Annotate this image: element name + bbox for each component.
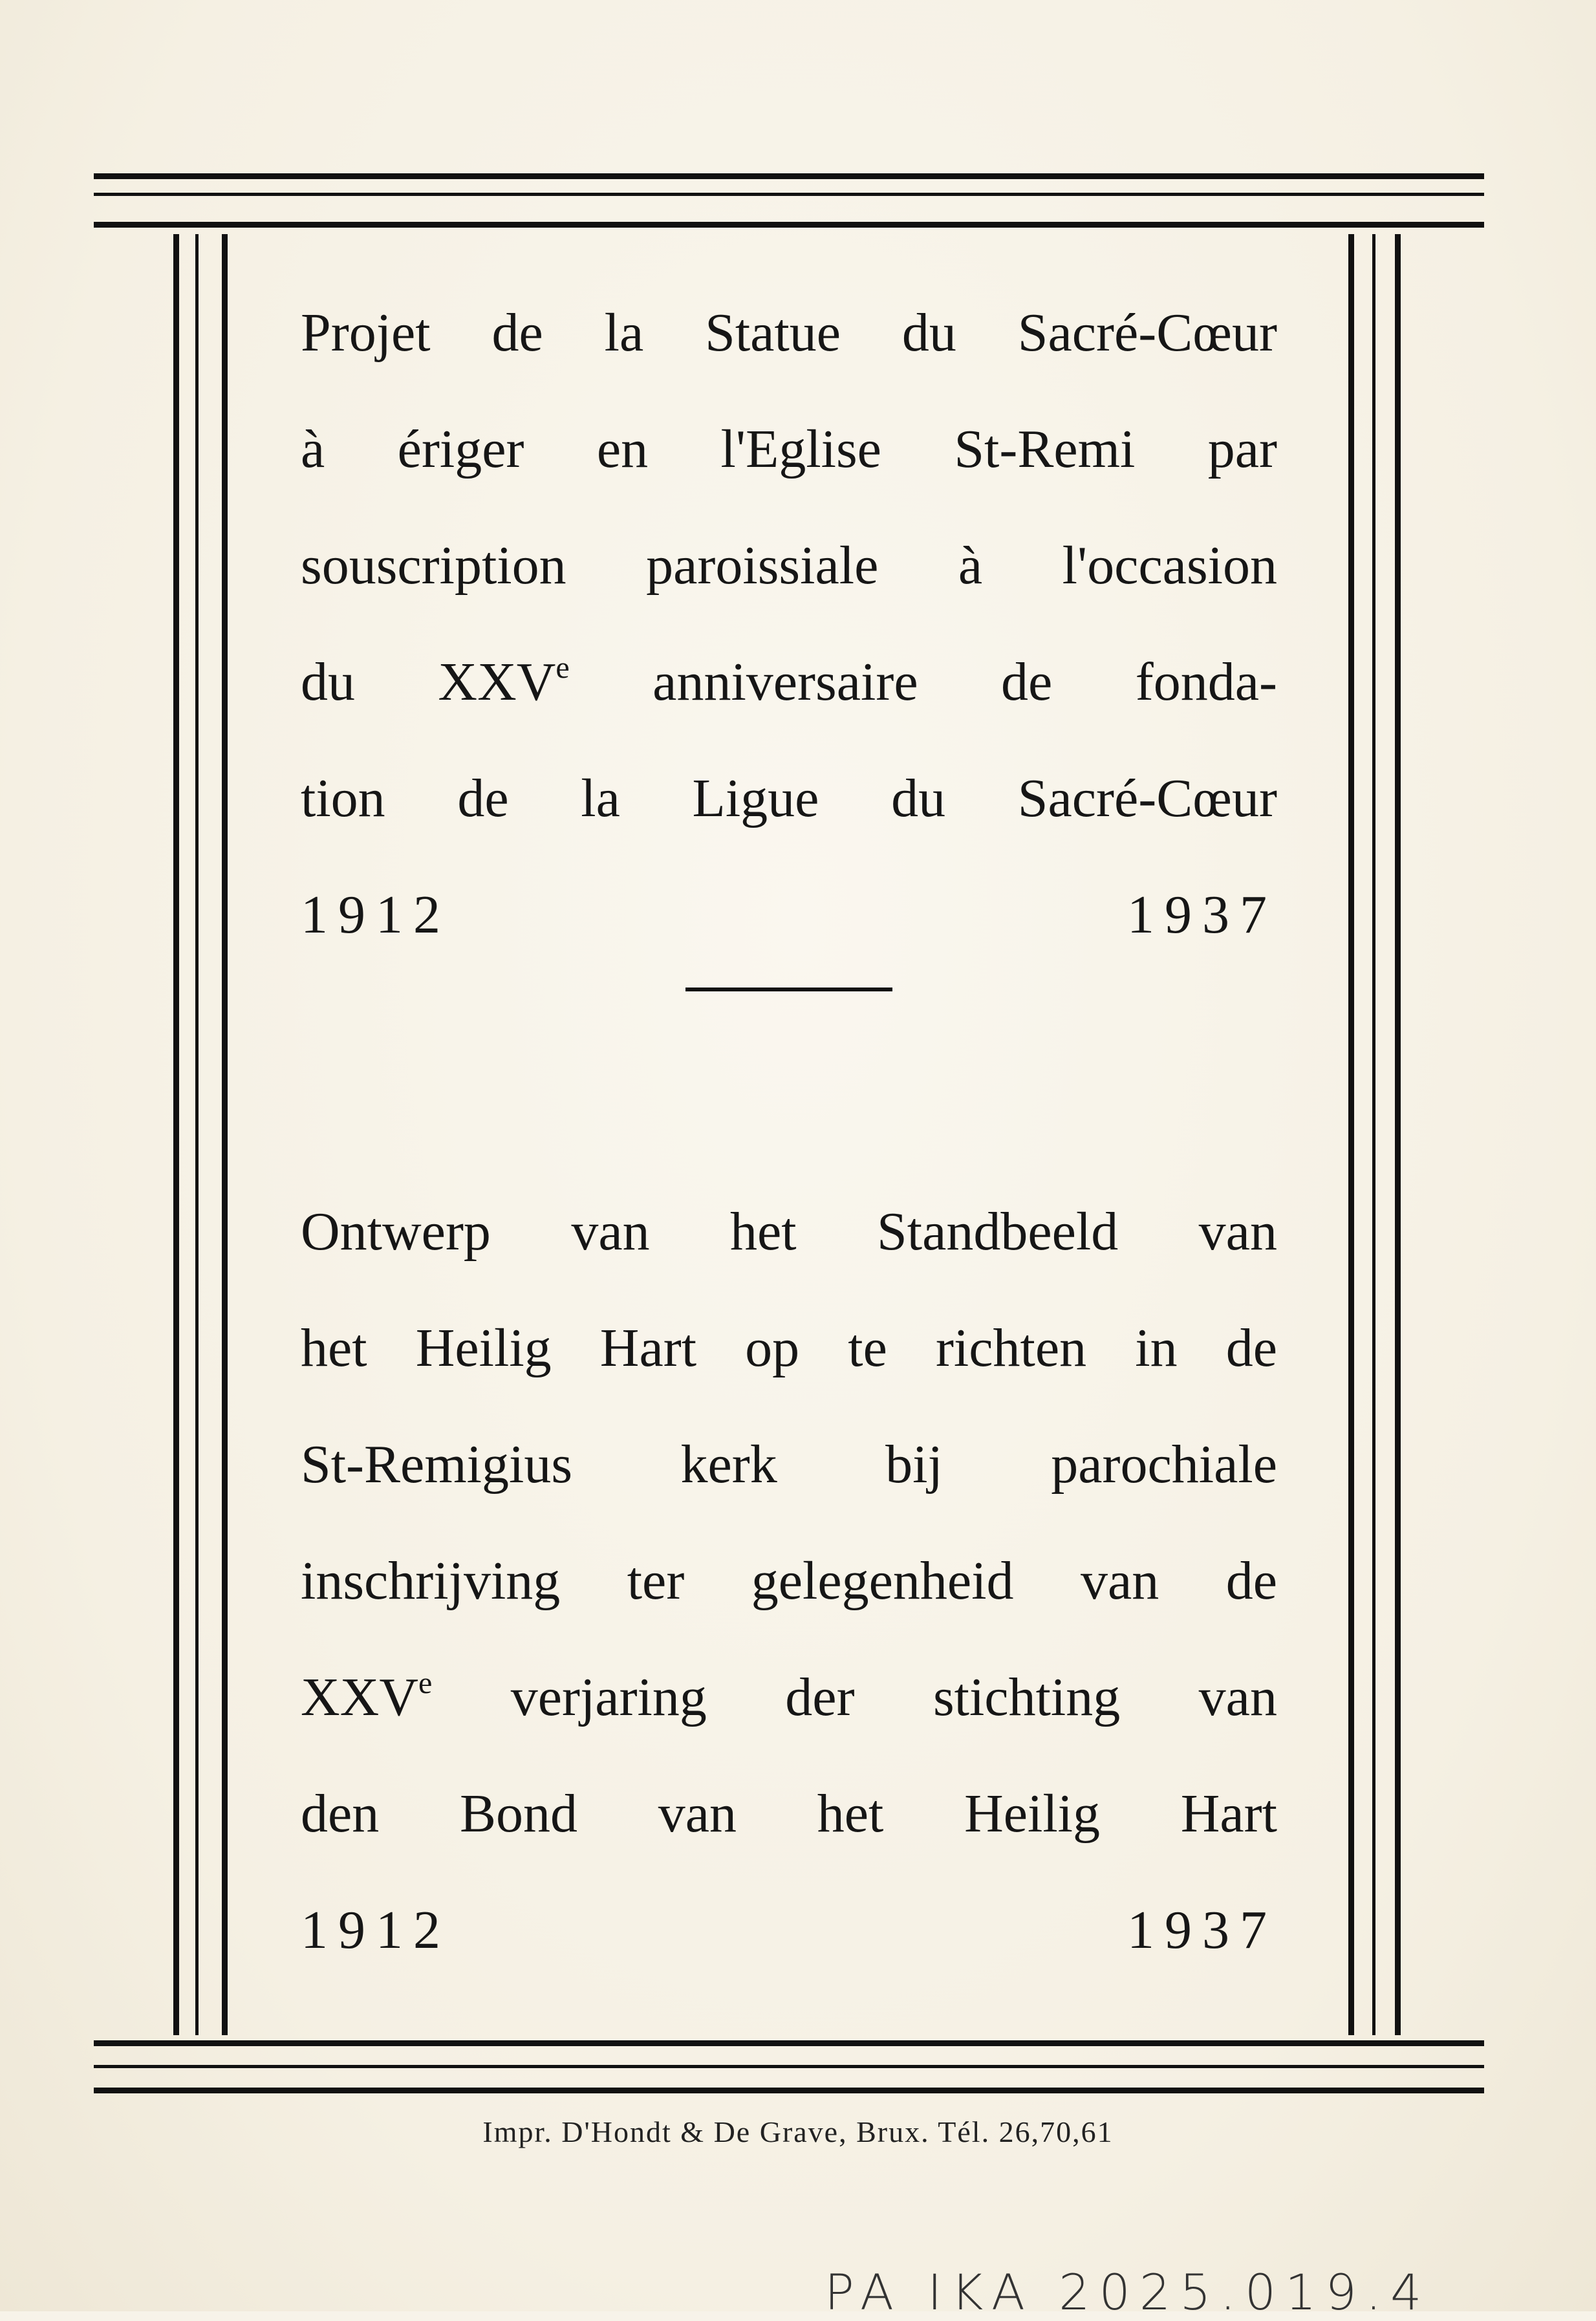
left-border-rule-mid	[195, 234, 199, 2035]
numeral-text: XXV	[301, 1667, 418, 1727]
word: l'occasion	[1062, 535, 1277, 596]
word: du	[901, 303, 956, 363]
dutch-text	[301, 1174, 1277, 1989]
printer-imprint: Impr. D'Hondt & De Grave, Brux. Tél. 26,70,61	[482, 2115, 1114, 2148]
french-line-5	[301, 740, 1277, 857]
word: souscription	[301, 535, 566, 596]
dutch-line-5	[301, 1639, 1277, 1756]
word: Projet	[301, 303, 431, 363]
left-border-rule-inner	[222, 234, 228, 2035]
roman-numeral	[438, 624, 569, 740]
year-end: 1937	[1127, 885, 1277, 945]
word: Heilig	[415, 1318, 552, 1378]
dutch-line-4	[301, 1523, 1277, 1639]
word: parochiale	[1051, 1434, 1277, 1495]
word: te	[848, 1318, 887, 1378]
word: stichting	[933, 1667, 1121, 1727]
french-years	[301, 857, 1277, 973]
word: de	[457, 768, 509, 828]
word: fonda-	[1135, 652, 1277, 712]
french-line-2	[301, 391, 1277, 508]
word: en	[596, 419, 649, 479]
word: du	[891, 768, 946, 828]
word: Standbeeld	[877, 1202, 1119, 1262]
bottom-border-rule-thin	[94, 2065, 1484, 2068]
word: la	[581, 768, 620, 828]
word: van	[1080, 1551, 1159, 1611]
word: van	[658, 1784, 737, 1844]
word: bij	[885, 1434, 943, 1495]
word: gelegenheid	[751, 1551, 1014, 1611]
word: Heilig	[964, 1784, 1101, 1844]
dutch-line-2	[301, 1290, 1277, 1407]
archive-number: PA IKA 2025.019.4	[825, 2263, 1431, 2321]
french-line-1	[301, 275, 1277, 391]
word: ter	[627, 1551, 685, 1611]
top-border-rule-inner	[94, 222, 1484, 228]
word: het	[730, 1202, 797, 1262]
french-line-3	[301, 508, 1277, 624]
word: par	[1207, 419, 1277, 479]
dutch-line-6	[301, 1756, 1277, 1872]
roman-numeral	[301, 1639, 432, 1756]
word: het	[817, 1784, 884, 1844]
top-border-rule	[94, 173, 1484, 179]
word: St-Remi	[954, 419, 1136, 479]
center-divider	[685, 988, 892, 991]
word: kerk	[680, 1434, 777, 1495]
word: den	[301, 1784, 380, 1844]
superscript-e: e	[555, 651, 570, 685]
word: de	[1001, 652, 1053, 712]
word: paroissiale	[646, 535, 879, 596]
word: van	[571, 1202, 650, 1262]
bottom-border-rule-inner	[94, 2040, 1484, 2046]
word: la	[604, 303, 644, 363]
word: l'Eglise	[720, 419, 881, 479]
word: verjaring	[510, 1667, 707, 1727]
right-border-rule-outer	[1395, 234, 1401, 2035]
word: de	[1225, 1318, 1277, 1378]
word: richten	[935, 1318, 1087, 1378]
word: der	[785, 1667, 855, 1727]
word: Sacré-Cœur	[1017, 303, 1277, 363]
bottom-border-rule	[94, 2088, 1484, 2093]
word: de	[1225, 1551, 1277, 1611]
word: van	[1198, 1667, 1277, 1727]
right-border-rule-mid	[1372, 234, 1375, 2035]
top-border-rule-thin	[94, 193, 1484, 196]
word: à	[958, 535, 983, 596]
word: Sacré-Cœur	[1017, 768, 1277, 828]
year-end: 1937	[1127, 1900, 1277, 1960]
word: Ontwerp	[301, 1202, 491, 1262]
word: de	[491, 303, 543, 363]
french-text	[301, 275, 1277, 973]
word: St-Remigius	[301, 1434, 573, 1495]
word: ériger	[397, 419, 524, 479]
word: in	[1135, 1318, 1178, 1378]
word: Statue	[705, 303, 841, 363]
word: op	[745, 1318, 800, 1378]
right-border-rule-inner	[1348, 234, 1354, 2035]
left-border-rule-outer	[173, 234, 179, 2035]
numeral-text: XXV	[438, 652, 556, 712]
word: tion	[301, 768, 385, 828]
word: Bond	[460, 1784, 578, 1844]
word: du	[301, 652, 355, 712]
word: Ligue	[692, 768, 819, 828]
year-start: 1912	[301, 885, 451, 945]
word: het	[301, 1318, 367, 1378]
year-start: 1912	[301, 1900, 451, 1960]
word: van	[1198, 1202, 1277, 1262]
superscript-e: e	[418, 1666, 433, 1700]
word: anniversaire	[652, 652, 918, 712]
dutch-line-3	[301, 1407, 1277, 1523]
word: inschrijving	[301, 1551, 561, 1611]
french-line-4	[301, 624, 1277, 740]
word: Hart	[1180, 1784, 1277, 1844]
word: à	[301, 419, 325, 479]
dutch-line-1	[301, 1174, 1277, 1290]
word: Hart	[599, 1318, 697, 1378]
dutch-years	[301, 1872, 1277, 1989]
